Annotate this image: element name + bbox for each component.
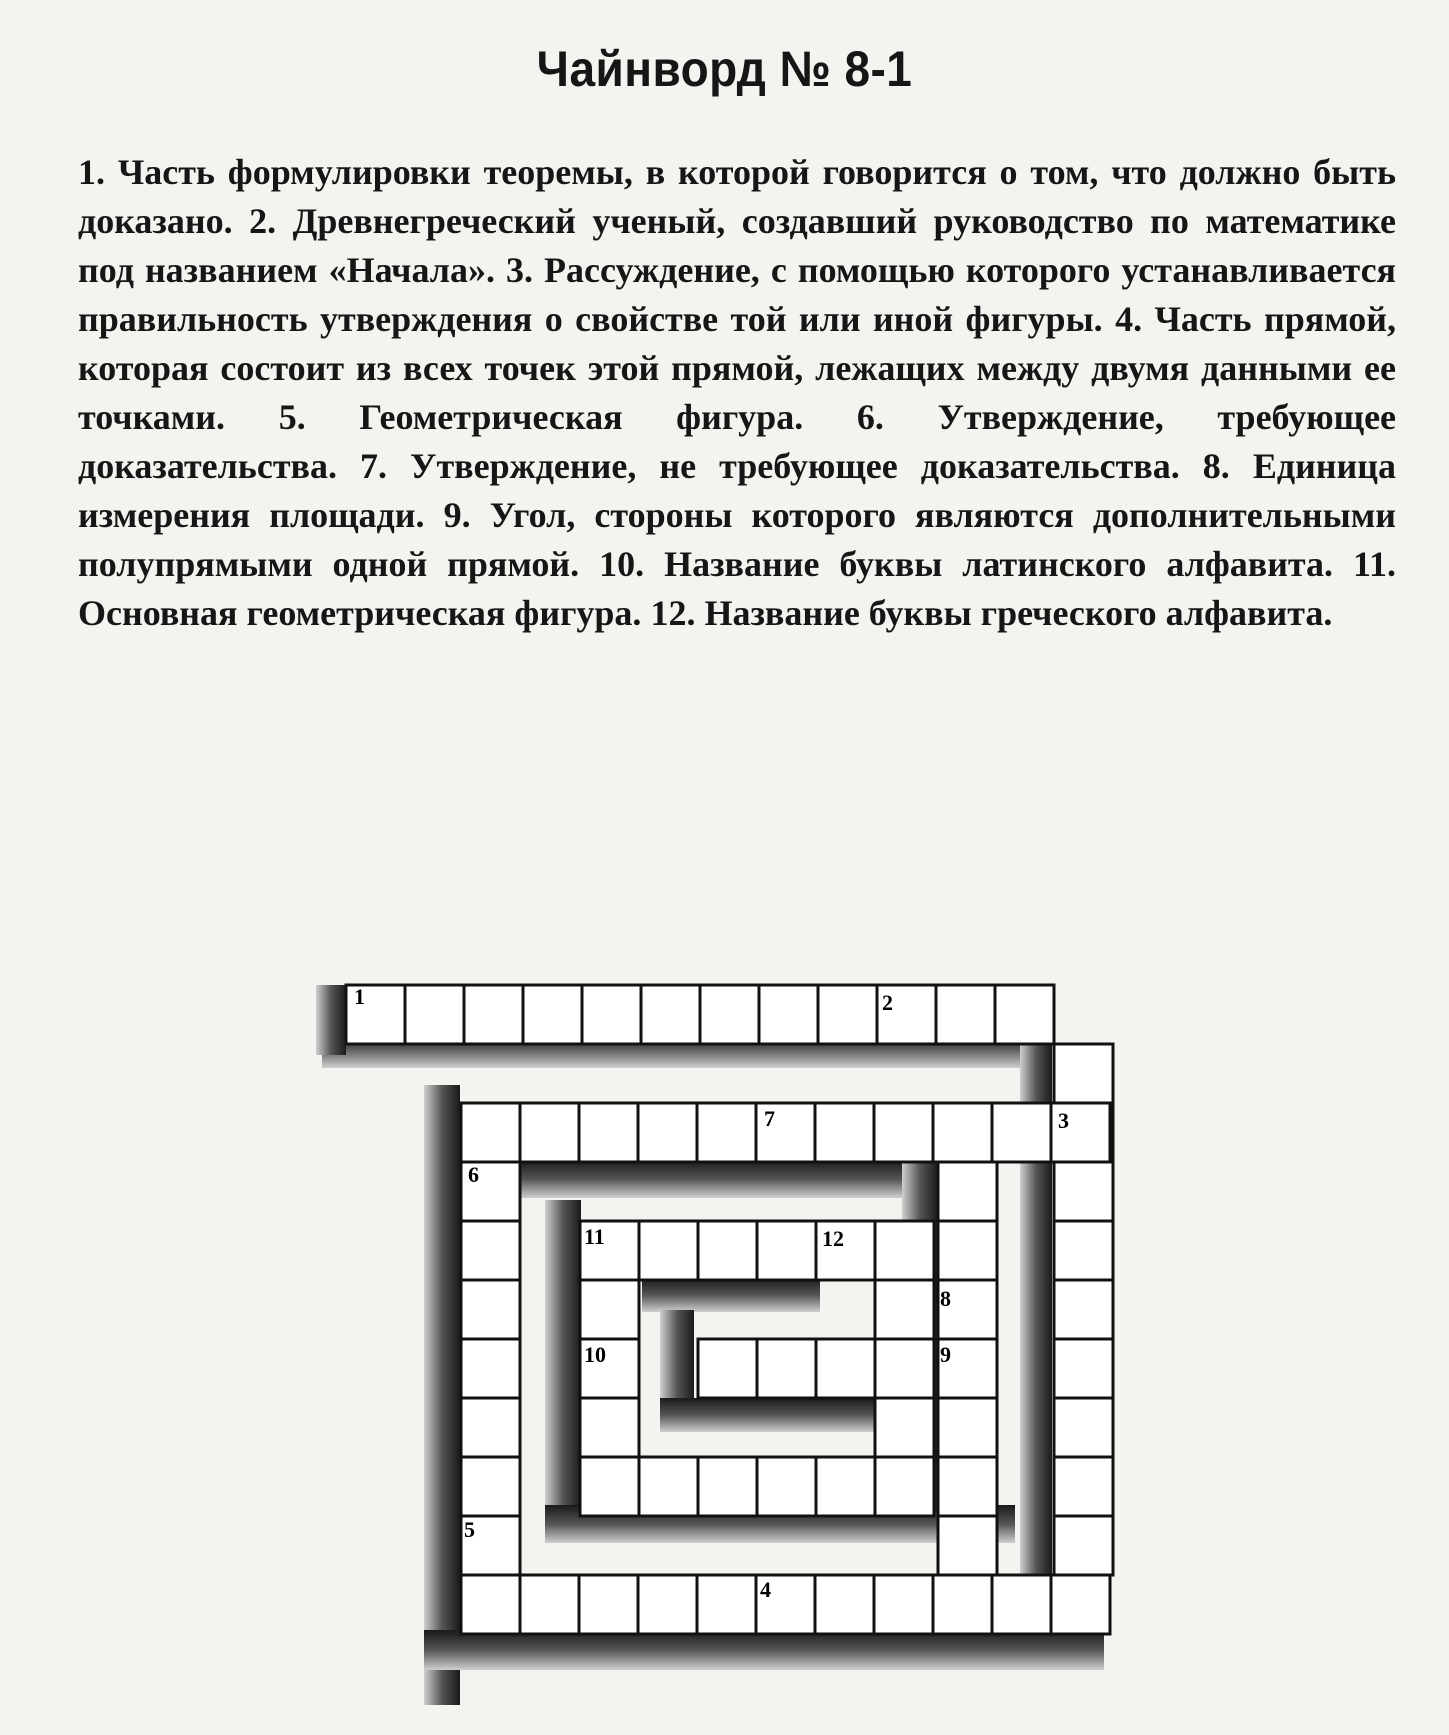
- grid-cell[interactable]: [461, 1103, 520, 1162]
- grid-cell[interactable]: [464, 985, 523, 1044]
- grid-cell[interactable]: [816, 1457, 875, 1516]
- grid-cell[interactable]: [875, 1280, 934, 1339]
- grid-cell[interactable]: [1054, 1398, 1113, 1457]
- clue-3: 3. Рассуждение, с помощью которого устанавливается правильность утверждения о свойстве той или иной фигуры.: [78, 250, 1397, 339]
- grid-cell[interactable]: [933, 1575, 992, 1634]
- cell-number-2: 2: [882, 990, 893, 1015]
- clue-6: 6. Утверждение, требующее доказательства.: [78, 397, 1397, 486]
- grid-cell[interactable]: [757, 1221, 816, 1280]
- grid-cell[interactable]: [641, 985, 700, 1044]
- grid-cell[interactable]: [874, 1103, 933, 1162]
- grid-cell[interactable]: [875, 1457, 934, 1516]
- grid-cell[interactable]: [580, 1280, 639, 1339]
- cell-number-9: 9: [940, 1342, 951, 1367]
- grid-cell[interactable]: [580, 1398, 639, 1457]
- grid-cell[interactable]: [875, 1339, 934, 1398]
- grid-cell[interactable]: [992, 1103, 1051, 1162]
- cell-number-4: 4: [760, 1577, 771, 1602]
- grid-cell[interactable]: [697, 1103, 756, 1162]
- shadow-strip: [424, 1085, 460, 1705]
- grid-cell[interactable]: [698, 1339, 757, 1398]
- grid-cell[interactable]: [875, 1398, 934, 1457]
- grid-cell[interactable]: [815, 1575, 874, 1634]
- grid-cell[interactable]: [815, 1103, 874, 1162]
- grid-cell[interactable]: [875, 1221, 934, 1280]
- grid-cell[interactable]: [1054, 1221, 1113, 1280]
- shadow-strip: [642, 1278, 820, 1312]
- grid-cell[interactable]: [700, 985, 759, 1044]
- cell-number-8: 8: [940, 1286, 951, 1311]
- grid-cell[interactable]: [938, 1457, 997, 1516]
- grid-cell[interactable]: [757, 1339, 816, 1398]
- grid-cell[interactable]: [818, 985, 877, 1044]
- clue-12: 12. Название буквы греческого алфавита.: [650, 593, 1333, 633]
- grid-cell[interactable]: [520, 1575, 579, 1634]
- clue-8: 8. Единица измерения площади.: [78, 446, 1397, 535]
- grid-cell[interactable]: [938, 1221, 997, 1280]
- grid-cell[interactable]: [933, 1103, 992, 1162]
- grid-cell[interactable]: [461, 1457, 520, 1516]
- grid-cell[interactable]: [461, 1221, 520, 1280]
- grid-cell[interactable]: [639, 1221, 698, 1280]
- grid-cell[interactable]: [757, 1457, 816, 1516]
- grid-cell[interactable]: [992, 1575, 1051, 1634]
- clue-2: 2. Древнегреческий ученый, создавший руководство по математике под названием «Начала».: [78, 201, 1396, 290]
- grid-cell[interactable]: [1054, 1457, 1113, 1516]
- grid-cell[interactable]: [579, 1103, 638, 1162]
- grid-cell[interactable]: [523, 985, 582, 1044]
- shadow-strip: [316, 985, 346, 1055]
- cell-number-6: 6: [468, 1162, 479, 1187]
- grid-cell[interactable]: [461, 1398, 520, 1457]
- grid-cell[interactable]: [461, 1575, 520, 1634]
- grid-cell[interactable]: [995, 985, 1054, 1044]
- grid-cell[interactable]: [520, 1103, 579, 1162]
- grid-cell[interactable]: [697, 1575, 756, 1634]
- grid-cell[interactable]: [874, 1575, 933, 1634]
- grid-cell[interactable]: [639, 1457, 698, 1516]
- shadow-strip: [520, 1160, 940, 1198]
- grid-cell[interactable]: [698, 1221, 757, 1280]
- cell-number-11: 11: [584, 1224, 605, 1249]
- cell-number-1: 1: [354, 984, 365, 1009]
- clue-11: 11. Основная геометрическая фигура.: [78, 544, 1397, 633]
- clue-5: 5. Геометрическая фигура.: [278, 397, 804, 437]
- grid-cell[interactable]: [461, 1339, 520, 1398]
- grid-cell[interactable]: [1051, 1575, 1110, 1634]
- clue-7: 7. Утверждение, не требующее доказательства.: [360, 446, 1180, 486]
- clue-9: 9. Угол, стороны которого являются дополнительными полупрямыми одной прямой.: [78, 495, 1397, 584]
- grid-cell[interactable]: [580, 1457, 639, 1516]
- grid-cell[interactable]: [582, 985, 641, 1044]
- clue-10: 10. Название буквы латинского алфавита.: [599, 544, 1334, 584]
- clue-1: 1. Часть формулировки теоремы, в которой говорится о том, что должно быть доказано.: [78, 152, 1397, 241]
- grid-cell[interactable]: [1054, 1516, 1113, 1575]
- grid-cell[interactable]: [638, 1103, 697, 1162]
- grid-cell[interactable]: [1054, 1162, 1113, 1221]
- grid-cell[interactable]: [938, 1162, 997, 1221]
- shadow-strip: [545, 1200, 581, 1520]
- grid-cell[interactable]: [405, 985, 464, 1044]
- grid-cell[interactable]: [638, 1575, 697, 1634]
- grid-cell[interactable]: [816, 1339, 875, 1398]
- grid-cell[interactable]: [1054, 1280, 1113, 1339]
- grid-cell[interactable]: [938, 1398, 997, 1457]
- grid-cell[interactable]: [698, 1457, 757, 1516]
- clue-4: 4. Часть прямой, которая состоит из всех точек этой прямой, лежащих между двумя данными ее точками.: [78, 299, 1397, 437]
- grid-cell[interactable]: [938, 1516, 997, 1575]
- page-title: Чайнворд № 8-1: [536, 41, 913, 97]
- cell-number-3: 3: [1058, 1108, 1069, 1133]
- cell-number-10: 10: [584, 1342, 606, 1367]
- shadow-strip: [660, 1398, 890, 1432]
- grid-cell[interactable]: [1054, 1044, 1113, 1103]
- grid-cell[interactable]: [461, 1280, 520, 1339]
- grid-cell[interactable]: [579, 1575, 638, 1634]
- shadow-strip: [424, 1630, 1104, 1670]
- cell-number-12: 12: [822, 1226, 844, 1251]
- grid-cell[interactable]: [936, 985, 995, 1044]
- cell-number-5: 5: [464, 1517, 475, 1542]
- grid-cell[interactable]: [1054, 1339, 1113, 1398]
- cell-number-7: 7: [764, 1106, 775, 1131]
- grid-cell[interactable]: [759, 985, 818, 1044]
